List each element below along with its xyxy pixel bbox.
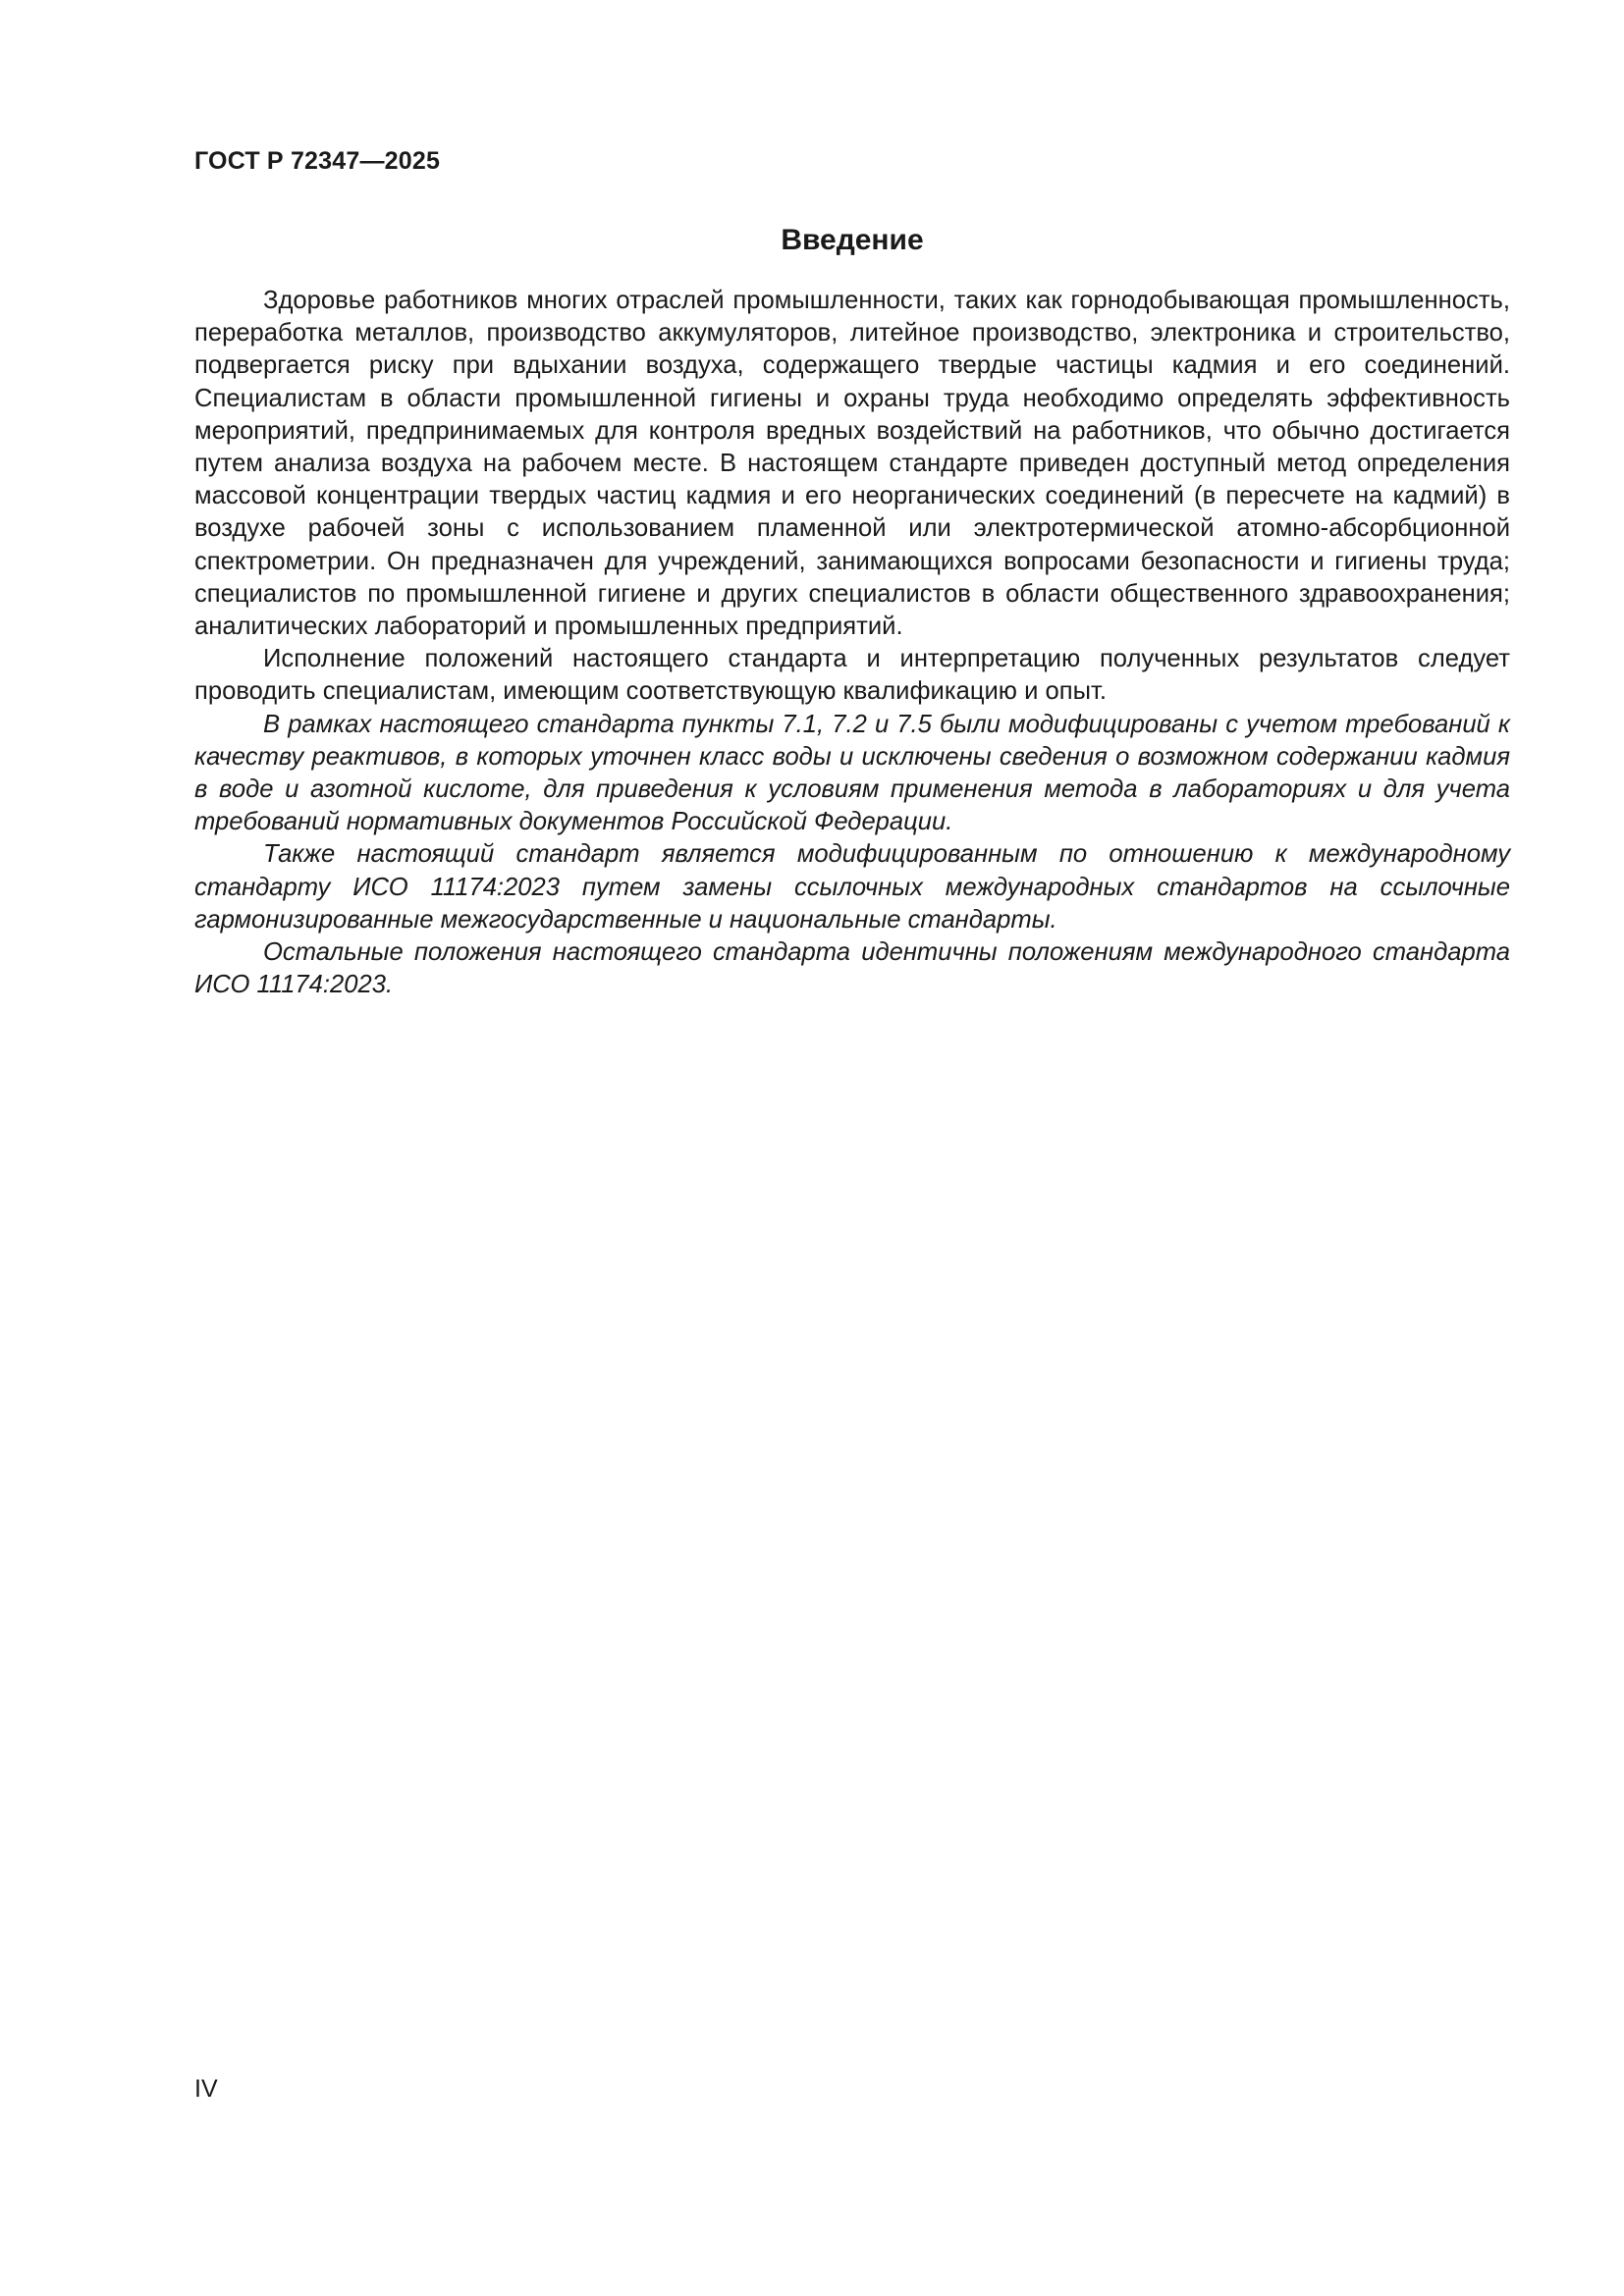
paragraph-modification-reagents: В рамках настоящего стандарта пункты 7.1, 7.2 и 7.5 были модифицированы с учетом требований к качеству реактивов, в которых уточнен класс воды и исключены сведения о возможном содержании кадмия в воде и азотной кислоте, для приведения к условиям применения метода в лабораториях и для учета требований нормативных документов Российской Федерации. xyxy=(194,710,1510,836)
page-number: IV xyxy=(194,2075,218,2103)
paragraph-intro-health: Здоровье работников многих отраслей промышленности, таких как горнодобывающая промышленность, переработка металлов, производство аккумуляторов, литейное производство, электроника и строительство, подвергается риску при вдыхании воздуха, содержащего твердые частицы кадмия и его соединений. Специалистам в области промышленной гигиены и охраны труда необходимо определять эффективность мероприятий, предпринимаемых для контроля вредных воздействий на работников, что обычно достигается путем анализа воздуха на рабочем месте. В настоящем стандарте приведен доступный метод определения массовой концентрации твердых частиц кадмия и его неорганических соединений (в пересчете на кадмий) в воздухе рабочей зоны с использованием пламенной или электротермической атомно-абсорбционной спектрометрии. Он предназначен для учреждений, занимающихся вопросами безопасности и гигиены труда; специалистов по промышленной гигиене и других специалистов в области общественного здравоохранения; аналитических лабораторий и промышленных предприятий. xyxy=(194,287,1510,641)
paragraph-modification-references: Также настоящий стандарт является модифицированным по отношению к международному стандарту ИСО 11174:2023 путем замены ссылочных международных стандартов на ссылочные гармонизированные межгосударственные и национальные стандарты. xyxy=(194,840,1510,934)
document-id-header: ГОСТ Р 72347—2025 xyxy=(194,147,441,175)
section-title: Введение xyxy=(781,224,924,256)
introduction-body xyxy=(194,285,1510,1001)
paragraph-qualification: Исполнение положений настоящего стандарта и интерпретацию полученных результатов следует проводить специалистам, имеющим соответствующую квалификацию и опыт. xyxy=(194,645,1510,706)
paragraph-identical-provisions: Остальные положения настоящего стандарта идентичны положениям международного стандарта ИСО 11174:2023. xyxy=(194,938,1510,999)
